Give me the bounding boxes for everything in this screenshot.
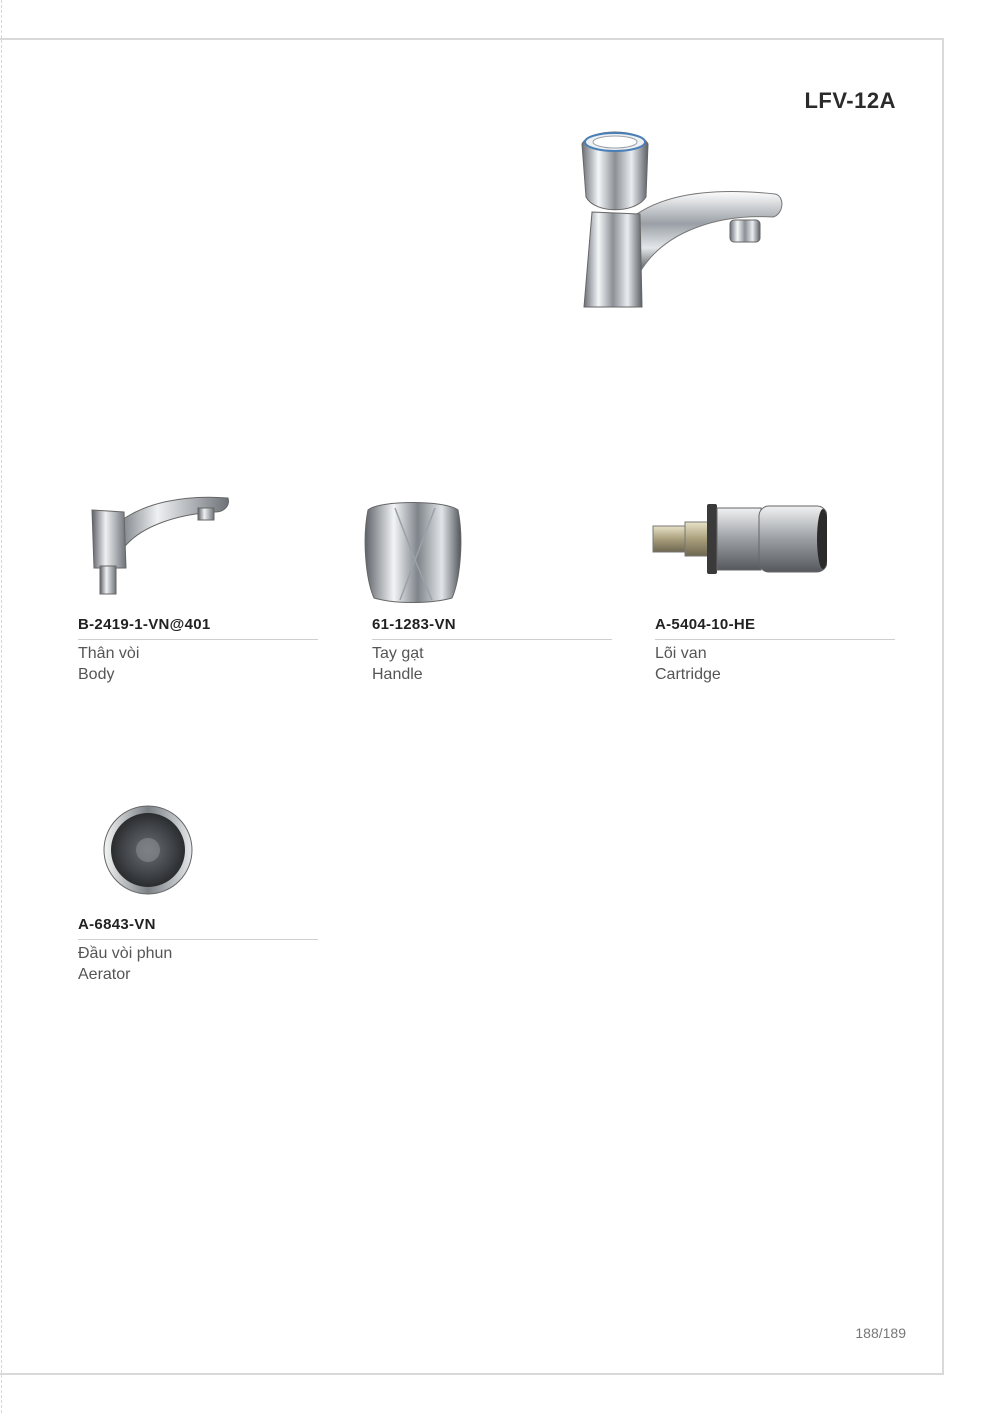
divider bbox=[78, 639, 318, 640]
part-code: B-2419-1-VN@401 bbox=[78, 616, 211, 633]
part-name-vi: Thân vòi bbox=[78, 645, 140, 662]
part-name-vi: Tay gạt bbox=[372, 645, 424, 662]
part-code: A-6843-VN bbox=[78, 916, 156, 933]
faucet-product-image bbox=[570, 122, 790, 312]
page-number: 188/189 bbox=[855, 1325, 906, 1341]
part-name-vi: Đầu vòi phun bbox=[78, 945, 173, 962]
part-code: A-5404-10-HE bbox=[655, 616, 756, 633]
part-name-vi: Lõi van bbox=[655, 645, 707, 662]
part-aerator bbox=[78, 800, 318, 1000]
part-name-en: Body bbox=[78, 666, 115, 683]
divider bbox=[655, 639, 895, 640]
cartridge-icon bbox=[647, 490, 827, 590]
part-code: 61-1283-VN bbox=[372, 616, 456, 633]
part-body bbox=[78, 490, 318, 690]
page-frame bbox=[0, 38, 944, 1375]
aerator-icon bbox=[96, 800, 216, 900]
part-name-en: Cartridge bbox=[655, 666, 721, 683]
part-handle bbox=[372, 490, 612, 690]
divider bbox=[78, 939, 318, 940]
model-title: LFV-12A bbox=[804, 88, 896, 113]
part-cartridge bbox=[655, 490, 895, 690]
part-name-en: Handle bbox=[372, 666, 423, 683]
faucet-body-icon bbox=[80, 490, 230, 600]
faucet-handle-icon bbox=[360, 490, 470, 605]
divider bbox=[372, 639, 612, 640]
part-name-en: Aerator bbox=[78, 966, 131, 983]
